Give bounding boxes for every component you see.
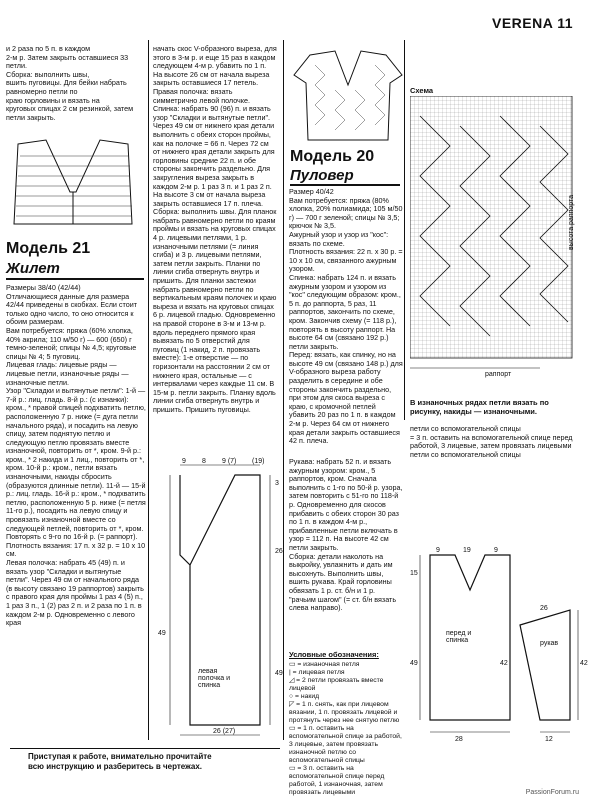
pattern-model20 xyxy=(410,540,585,745)
legend-symbol-4: ◸ xyxy=(289,701,297,708)
col-divider-3 xyxy=(404,40,405,420)
model21-name: Жилет xyxy=(6,260,60,277)
model21-rule xyxy=(6,278,144,280)
scheme-title: Схема xyxy=(410,86,434,95)
legend-item-3: ○ = накид xyxy=(289,693,320,700)
legend-item-0: ▭ = изнаночная петля xyxy=(289,661,360,668)
p21-top-left: 9 xyxy=(182,458,186,465)
legend-symbol-6: ▭ xyxy=(289,765,298,772)
p20-left-bottom: 49 xyxy=(410,660,418,667)
legend-item-6: ▭ = 3 п. оставить на вспомогательной спице перед работой, 1 изнаночная, затем провязать лицевыми xyxy=(289,765,385,796)
watermark: PassionForum.ru xyxy=(525,789,579,796)
p20-mid-right: 42 xyxy=(500,660,508,667)
legend-title: Условные обозначения: xyxy=(289,650,379,659)
p20-bottom: 28 xyxy=(455,736,463,743)
legend-symbol-2: ◿ xyxy=(289,677,297,684)
scheme-height-label: высота раппорта xyxy=(568,194,575,250)
p20-top-a: 9 xyxy=(436,547,440,554)
footer-rule xyxy=(10,748,280,749)
pullover-sketch xyxy=(290,45,406,145)
legend-symbol-1: | xyxy=(289,669,293,676)
p20-sleeve-side: 42 xyxy=(580,660,588,667)
p21-label: левая полочка и спинка xyxy=(198,668,231,689)
model20-rule xyxy=(290,184,400,186)
scheme-grid xyxy=(410,96,580,396)
model20-text-b: Рукава: набрать 52 п. и вязать ажурным узором: кром., 5 раппортов, кром. Сначала выполнить с 1-го по 50-й р. узора, затем повторить с 51-го по 118-й р. Одновременно для скосов прибавить с обеих сторон 30 раз по 1 п. в каждом 4-м р., прибавленные петли включать в узор = 112 п. На высоте 42 см петли закрыть. Сборка: детали наколоть на выкройку, увлажнить и дать им высохнуть. Выполнить швы, вшить рукава. Край горловины обвязать 1 р. ст. б/н и 1 р. "рачьим шагом" (= ст. б/н вязать слева направо). xyxy=(289,458,403,613)
footer-line1: Приступая к работе, внимательно прочитайте xyxy=(28,752,212,761)
legend-item-5: ▭ = 1 п. оставить на вспомогательной спице за работой, 3 лицевые, затем провязать изнаночной петлю со вспомогательной спицы xyxy=(289,725,402,764)
model20-number: Модель 20 xyxy=(290,148,375,165)
legend-item-4: ◸ = 1 п. снять, как при лицевом вязании, 1 п. провязать лицевой и протянуть через нее снятую петлю xyxy=(289,701,400,724)
footer-note xyxy=(10,748,575,778)
legend-symbol-3: ○ xyxy=(289,693,295,700)
p21-bottom: 26 (27) xyxy=(213,728,236,735)
vest-sketch xyxy=(8,136,138,232)
col-divider-1 xyxy=(148,40,149,740)
model20-text-a: Размер 40/42 Вам потребуется: пряжа (80% хлопка, 20% полиамида; 105 м/50 г) — 700 г зеленой; спицы № 3,5; крючок № 3,5. Ажурный узор и узор из "кос": вязать по схеме. Плотность вязания: 22 п. х 30 р. = 10 х 10 см, связанного ажурным узором. Спинка: набрать 124 п. и вязать ажурным узором и узором из "кос" следующим образом: кром., 5 п. до раппорта, 5 раз, 11 раппортов, закончить по схеме, кром. Закончив схему (= 118 р.), повторять в высоту раппорт. На высоте 64 см (связано 192 р.) петли закрыть. Перед: вязать, как спинку, но на высоте 49 см (связано 148 р.) для V-образного выреза работу разделить в середине и обе стороны закончить раздельно, при этом для скоса выреза с краю, с кромочной петлей убавить 20 раз по 1 п. в каждом 2-м р. Через 64 см от нижнего края детали закрыть оставшиеся 42 п. плеча. xyxy=(289,188,403,446)
pattern-model21 xyxy=(150,455,290,745)
footer-line2: всю инструкцию и разберитесь в чертежах. xyxy=(28,762,203,771)
p20-sleeve-top: 26 xyxy=(540,605,548,612)
legend-item-1: | = лицевая петля xyxy=(289,669,345,676)
legend-item-2: ◿ = 2 петли провязать вместе лицевой xyxy=(289,677,384,692)
legend-symbol-5: ▭ xyxy=(289,725,298,732)
col1-main-text: Размеры 38/40 (42/44) Отличающиеся данные для размера 42/44 приведены в скобках. Если стоит только одно число, то оно относится к обоим размерам. Вам потребуется: пряжа (60% хлопка, 40% акрила; 110 м/50 г) — 600 (650) г темно-зеленой; спицы № 4,5; круговые спицы № 4; 5 пуговиц. Лицевая гладь: лицевые ряды — лицевые петли, изнаночные ряды — изнаночные петли. Узор "Складки и вытянутые петли": 1-й — 7-й р.: лиц. гладь. 8-й р.: (с изнанки): кром., * правой спицей подхватить петлю, расположенную 7 р. ниже (= дуга петли начального ряда), и посадить на левую спицу, затем поднятую петлю и следующую петлю провязать вместе изнаночной, повторить от *, кром. 9-й р.: кром., * 2 накида и 1 лиц., повторить от *, кром. 10-й р.: кром., петли вязать изнаночными, накиды сбросить (образуются длинные петли). 11-й — 15-й р.: лиц. гладь. 16-й р.: кром., * подхватить петлю, расположенную 5 р. ниже (= петля 11-го р.), посадить на левую спицу и провязать изнаночной вместе со следующей петлей, повторить от *, кром. Повторять с 9-го по 16-й р. (= раппорт). Плотность вязания: 17 п. х 32 р. = 10 х 10 см. Левая полочка: набрать 45 (49) п. и вязать узор "Складки и вытянутые петли". Через 49 см от начального ряда (в высоту связано 19 раппортов) закрыть с правого края для проймы 1 раз 4 (5) п., 1 раз 3 п., 1 (2) раз 2 п. и 2 раза по 1 п. в каждом 2-м р. Одновременно с левого края xyxy=(6,284,146,628)
p21-right-low: 49 xyxy=(275,670,283,677)
p21-top-right: 9 (7) xyxy=(222,458,237,465)
scheme-cable-note: петли со вспомогательной спицы = 3 п. оставить на вспомогательной спице перед работой, 3 лицевые, затем провязать лицевыми петли со вспомогательной спицы xyxy=(410,425,573,459)
model20-name: Пуловер xyxy=(290,167,354,184)
p20-top-b: 19 xyxy=(463,547,471,554)
p21-top-end: (19) xyxy=(252,458,265,465)
p21-right-mid: 26 xyxy=(275,548,283,555)
page-header: VERENA 11 xyxy=(491,15,573,31)
p21-right-top: 3 xyxy=(275,480,279,487)
p21-left-side: 49 xyxy=(158,630,166,637)
legend-symbol-0: ▭ xyxy=(289,661,298,668)
scheme-row-note: В изнаночных рядах петли вязать по рисунку, накиды — изнаночными. xyxy=(410,398,549,416)
p20-left-top: 15 xyxy=(410,570,418,577)
p20-body-label: перед и спинка xyxy=(446,630,472,644)
scheme-rapport-label: раппорт xyxy=(485,371,512,378)
p20-sleeve-bottom: 12 xyxy=(545,736,553,743)
model21-number: Модель 21 xyxy=(6,240,91,257)
col2-text: начать скос V-образного выреза, для этого в 3-м р. и еще 15 раз в каждом следующем 4-м р. убавить по 1 п. На высоте 26 см от начала выреза закрыть оставшиеся 17 петель. Правая полочка: вязать симметрично левой полочке. Спинка: набрать 90 (96) п. и вязать узор "Складки и вытянутые петли". Через 49 см от нижнего края детали выполнить с обеих сторон проймы, как на полочке = 66 п. Через 72 см от нижнего края детали закрыть для горловины средние 22 п. и обе стороны закончить раздельно. Для закругления выреза закрыть в каждом 2-м р. 1 раз 3 п. и 1 раз 2 п. На высоте 3 см от начала выреза закрыть оставшиеся 17 п. плеча. Сборка: выполнить швы. Для планок набрать равномерно петли по краям проймы и вязать на круговых спицах 4 р. лицевыми петлями, 1 р. изнаночными петлями (= линия сгиба) и 3 р. лицевыми петлями, затем петли закрыть. Планки по линии сгиба отвернуть внутрь и пришить. Для планки застежки набрать равномерно петли по вертикальным краям полочек и краю выреза и вязать на круговых спицах 6 р. лицевой гладью. Одновременно на правой стороне в 3-м и 13-м р. вдоль переднего прямого края вывязать по 5 отверстий для пуговиц (1 накид, 2 п. провязать вместе): 1-е отверстие — по горизонтали на расстоянии 2 см от нижнего края, остальные — с интервалами через каждые 11 см. В 15-м р. петли закрыть. Планку вдоль линии сгиба отвернуть внутрь и пришить. Пришить пуговицы. xyxy=(153,45,277,414)
col1-top-text: и 2 раза по 5 п. в каждом 2-м р. Затем закрыть оставшиеся 33 петли. Сборка: выполнить швы, вшить пуговицы. Для бейки набрать равномерно петли по краю горловины и вязать на круговых спицах 2 см резинкой, затем петли закрыть. xyxy=(6,45,134,122)
p20-top-c: 9 xyxy=(494,547,498,554)
p20-sleeve-label: рукав xyxy=(540,640,559,647)
p21-top-mid: 8 xyxy=(202,458,206,465)
col-divider-2 xyxy=(283,40,284,740)
